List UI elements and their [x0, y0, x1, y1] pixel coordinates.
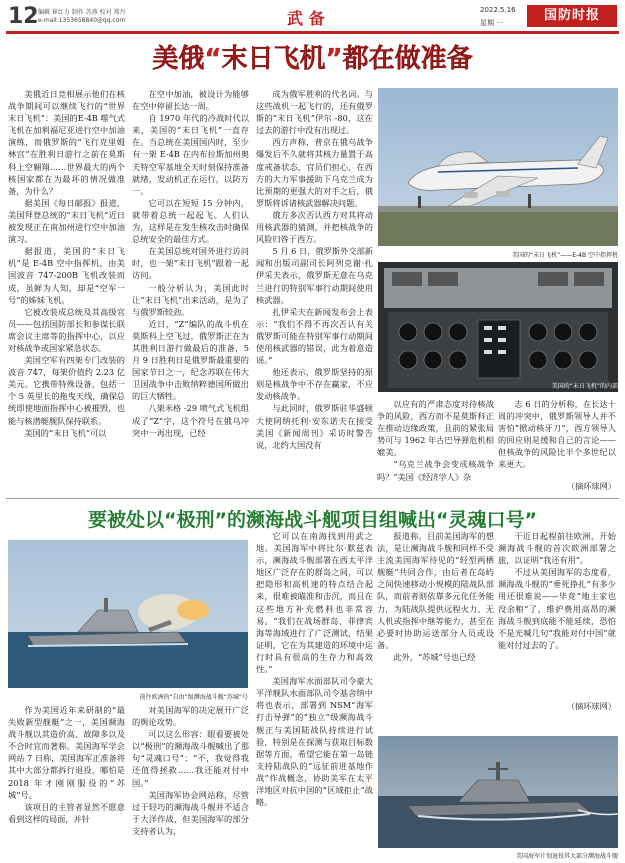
paragraph: 5 月 6 日，俄罗斯外交部新闻和出版司副司长阿列克谢·扎伊采夫表示，俄罗斯无意在乌克兰进行的特别军事行动期间使用核武器。	[256, 246, 373, 305]
paragraph: 一般分析认为，美国此时让“末日飞机”出来活动，是为了与俄罗斯较劲。	[132, 282, 249, 317]
article2-column-1	[8, 704, 125, 860]
paragraph: 作为美国近年来研制的“最失败新型舰艇”之一，美国濒海战斗舰以其造价高、故障多以及不合时宜而著称。美国海军学会网站 7 日称，美国海军正准备将其中大部分都拆行退役，哪怕是 2018 年才刚刚服役的“苏城”号。	[8, 705, 125, 800]
paragraph: 八架米格 -29 喷气式飞机组成了“Z”字，这个符号在俄乌冲突中一再出现，已经	[132, 403, 249, 438]
paragraph: 俄方多次否认西方对其将动用核武器的猜测，并把核战争的风险归咎于西方。	[256, 209, 373, 245]
paragraph: 该项目的主管者显然不愿意看到这样的局面，并针	[8, 801, 125, 824]
article1-source: （摘环球网）	[566, 481, 616, 491]
paragraph: 据美国《每日邮报》报道，美国拜登总统的“末日飞机”近日被发现正在南加州进行空中加油演习。	[8, 197, 125, 245]
page-number: 12	[8, 4, 39, 29]
littoral-ship-photo	[378, 736, 618, 848]
paragraph: 美国的“末日飞机”可以	[24, 427, 107, 438]
issue-weekday: 星期 一	[480, 19, 504, 27]
article1-column-2	[132, 88, 249, 498]
paragraph: 它可以在南海找到用武之地。美国海军中将比尔·默兹表示，濒海战斗舰部署在西太平洋地区广泛存在的群岛之间，可以把隐形和高机速的特点结合起来，很难被瞄准和击沉，而且在这些地方补充燃料也非常容易。“我们在战场群岛、菲律宾海等海域进行了广泛测试，结果证明，它在为其建造的环境中运行时具有很高的生存力和高效性。”	[256, 531, 373, 675]
paragraph: 美国海军协会网站称，尽管过于轻巧的濒海战斗舰并不适合于大洋作战，但美国海军的部分支持者认为，	[132, 789, 249, 836]
article2-column-2	[132, 704, 249, 860]
paragraph: 报道称，目前美国海军的想法，是让濒海战斗舰和同样不受主流美国海军待见的“轻型两栖舰艇”共同合作，由后者在岛屿之间快速移动小规模的陆战队部队，而前者则依靠多元化任务能力，为陆战队提供远程火力、无人机或指挥中继等能力，甚至在必要时协助运送部分人员或设备。	[377, 531, 494, 650]
header-rule	[6, 31, 619, 34]
article1-column-4	[498, 398, 616, 478]
issue-date: 2022.5.16	[480, 6, 516, 14]
paragraph: 志 6 日的分析称，在长达十周的冲突中，俄罗斯领导人并不害怕“掀动核牙刀”，西方领导人的回应则是缓和自己的言论——但核战争的风险比半个多世纪以来更大。	[498, 399, 616, 470]
paragraph: 此外，“苏城”号也已经	[393, 651, 476, 662]
ship-photo-caption-right: 美国海军计划退役其大部分濒海战斗舰	[515, 853, 618, 860]
e4b-photo-caption: 美国的“末日飞机”——E-4B 空中指挥机	[511, 252, 618, 259]
paragraph: 美国海军水面部队司令豪大平洋舰队水面部队司令基舍纳中将也表示，部署到 NSM“海军打击导弹”的“独立”级濒海战斗舰正与美国陆战队持续进行试验，特别是在探测与获取目标数据等方面，希望它能在第一岛链支持陆战队的“远征前进基地作战”作战概念，协助美军在太平洋地区对抗中国的“区域拒止”战略。	[256, 676, 373, 808]
article2-column-3b	[377, 530, 494, 730]
ship-photo-caption-left: 前往欧洲的“自由”级濒海战斗舰“苏城”号	[139, 694, 248, 701]
editors-line: 编辑 崔红力 制作 苏燕 校对 郑丹	[38, 9, 126, 16]
page-header	[0, 0, 625, 40]
article2-column-3a	[256, 530, 373, 860]
paragraph: 扎伊采夫在新闻发布会上表示：“我们不得不再次否认有关俄罗斯可能在特别军事行动期间使用核武器的错误，此为着意造谣。”	[256, 306, 373, 366]
paragraph: 以应有的严肃态度对待核战争的风险，西方而不是莫斯科正在推动边缘政策，且前的紧张局势可与 1962 年古巴导弹危机相媲美。	[377, 399, 494, 458]
email-line: e-mail:1353658840@qq.com	[38, 17, 126, 24]
cockpit-photo-caption: 美国的“末日飞机”的内部	[551, 383, 618, 390]
freedom-class-ship-photo	[8, 540, 248, 688]
paragraph: 近日，“Z”编队的战斗机在莫斯科上空飞过，俄罗斯正在为其胜利日游行做最后的准备，5 月 9 日胜利日是俄罗斯最重要的国家节日之一，纪念苏联在伟大卫国战争中击败纳粹德国所做出的巨大牺牲。	[132, 318, 249, 402]
paragraph: 在空中加油，被设计为能够在空中停留长达一周。	[132, 89, 249, 112]
e4b-aircraft-photo	[378, 88, 618, 246]
paragraph: 美国空军有四架专门改装的波音 747，每架价值约 2.23 亿美元。它携带特殊设备，包括一个 5 英里长的拖曳天线，确保总统即使地面指挥中心被摧毁，也能与核潜艇舰队保持联系。	[8, 355, 125, 426]
article1-column-1	[8, 88, 125, 498]
paragraph: 他还表示，俄罗斯坚持的原则是核战争中不存在赢家，不应发动核战争。	[256, 367, 373, 402]
article1-column-3b	[377, 398, 494, 494]
paragraph: 它可以在短短 15 分钟内，就带着总统一起起飞。人们认为，这样是在发生核攻击时确保总统安全的最佳方式。	[132, 197, 249, 245]
paragraph: 成为俄军胜利的代名词。与这些战机一起飞行的，还有俄罗斯的“末日飞机”伊尔 -80，这在过去的游行中没有出现过。	[256, 89, 373, 136]
article1-column-3a	[256, 88, 373, 498]
article2-column-4	[498, 530, 616, 700]
paragraph: 对美国海军的决定展开广泛的舆论攻势。	[132, 705, 249, 728]
paragraph: 据报道，美国的“末日飞机”是 E-4B 空中指挥机，由美国波音 747-200B 飞机改装而成，虽鲜为人知，却是“空军一号”的姊妹飞机。	[8, 246, 125, 305]
paragraph: 美俄近日竞相展示他们在核战争期间可以继续飞行的“世界末日飞机”：美国的E-4B 噬气式飞机在加利福尼亚进行空中加油演练，而俄罗斯的“飞行克里姆林宫”在胜利日游行之前在莫斯科上空翱翔……世界最大的两个核国家都在为最坏的情况做准备，为什么？	[8, 89, 125, 196]
paragraph: 与此同时，俄罗斯驻华盛顿大使阿纳托利·安东诺夫在接受美国《新闻周刊》采访时警告说，北约大国没有	[256, 403, 373, 450]
paragraph: 可以这么形容：眼看要被处以“极刑”的濒海战斗舰喊出了那句“灵魂口号”：“不，我觉得我还值得拯救……我还能对付中国。”	[132, 729, 249, 788]
article-divider	[6, 498, 619, 499]
paragraph: 自 1970 年代的冷战时代以来，美国的“末日飞机”一直存在。当总统在美国国内时，至少有一架 E-4B 在内布拉斯加州奥夫特空军基地全天时刻保持准备就绪，发动机正在运行，以防万一。	[132, 113, 249, 196]
newspaper-logo: 国防时报	[527, 5, 617, 27]
article1-headline: 美俄“末日飞机”都在做准备	[152, 44, 473, 74]
paragraph: 不过从美国海军的态度看，濒海战斗舰的“垂死挣扎”有多少用还很难说——毕竟“地主家也没余粮”了，维护费用高昂的濒海战斗舰到底能不能延续，恐怕不是光喊几句“我能对付中国”就能对付过去的了。	[498, 567, 616, 650]
paragraph: “乌克兰战争会变成核战争吗？”美国《经济学人》杂	[377, 459, 494, 482]
cockpit-interior-photo	[378, 262, 618, 392]
paragraph: 于近日起程前往欧洲，开始濒海战斗舰的首次欧洲部署之旅，以证明“我还有用”。	[498, 531, 616, 566]
paragraph: 西方声称，普京在俄乌战争爆发后不久就将其核力量置于高度戒备状态，官员们担心，在西方的大力军事援助下乌克兰成为比预期的更强大的对手之后，俄罗斯将诉诸核武器解决问题。	[256, 137, 373, 208]
article2-headline: 要被处以“极刑”的濒海战斗舰项目组喊出“灵魂口号”	[88, 509, 537, 531]
paragraph: 在美国总统对国外进行访问时，也一架“末日飞机”跟着一起访问。	[132, 246, 249, 281]
paragraph: 它被改装成总统及其高级官员——包括国防部长和参谋长联席会议主席等的指挥中心，以应对核战争或国家紧急状态。	[8, 306, 125, 353]
article2-source: （摘环球网）	[566, 701, 616, 711]
section-name: 武 备	[287, 9, 325, 28]
